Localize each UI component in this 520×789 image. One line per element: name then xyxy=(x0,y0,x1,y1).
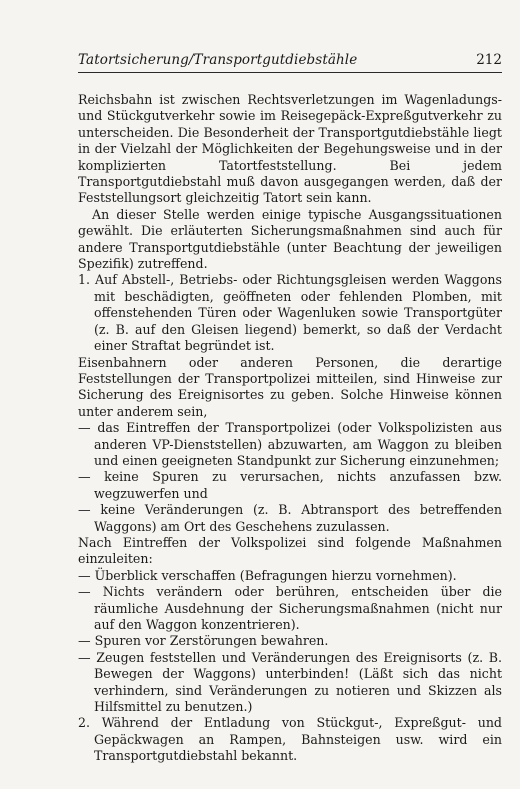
paragraph-4: Nach Eintreffen der Volkspolizei sind folgende Maßnahmen einzuleiten: xyxy=(78,534,502,567)
paragraph-2: An dieser Stelle werden einige typische Ausgangssituationen gewählt. Die erläuterten Sicherungsmaßnahmen sind auch für andere Transportgutdiebstähle (unter Beachtung der jeweiligen Spezifik) zutreffend. xyxy=(78,206,502,272)
page-number: 212 xyxy=(476,52,502,68)
dash-item-4: — Überblick verschaffen (Befragungen hierzu vornehmen). xyxy=(78,567,457,583)
numbered-item-1: 1. Auf Abstell-, Betriebs- oder Richtungsgleisen werden Waggons mit beschädigten, geöffneten oder fehlenden Plomben, mit offenstehenden Türen oder Wagenluken sowie Transportgüter (z. B. auf den Gleisen liegend) bemerkt, so daß der Verdacht einer Straftat begründet ist. xyxy=(78,272,502,354)
body-text xyxy=(78,92,502,765)
dash-item-5: — Nichts verändern oder berühren, entscheiden über die räumliche Ausdehnung der Sicherungsmaßnahmen (nicht nur auf den Waggon konzentrieren). xyxy=(78,584,502,632)
numbered-item-2: 2. Während der Entladung von Stückgut-, Expreßgut- und Gepäckwagen an Rampen, Bahnsteigen usw. wird ein Transportgutdiebstahl bekannt. xyxy=(78,715,502,764)
dash-item-2: — keine Spuren zu verursachen, nichts anzufassen bzw. wegzuwerfen und xyxy=(78,469,502,501)
paragraph-3: Eisenbahnern oder anderen Personen, die derartige Feststellungen der Transportpolizei mitteilen, sind Hinweise zur Sicherung des Ereignisortes zu geben. Solche Hinweise können unter anderem sein, xyxy=(78,354,502,419)
paragraph-1: Reichsbahn ist zwischen Rechtsverletzungen im Wagenladungs- und Stückgutverkehr sowie im Reisegepäck-Expreßgutverkehr zu unterscheiden. Die Besonderheit der Transportgutdiebstähle liegt in der Vielzahl der Möglichkeiten der Begehungsweise und in der komplizierten Tatortfeststellung. Bei jedem Transportgutdiebstahl muß davon ausgegangen werden, daß der Feststellungsort gleichzeitig Tatort sein kann. xyxy=(78,92,502,206)
page-header xyxy=(78,50,502,72)
dash-item-6: — Spuren vor Zerstörungen bewahren. xyxy=(78,633,329,649)
dash-item-1: — das Eintreffen der Transportpolizei (oder Volkspolizisten aus anderen VP-Dienststellen) abzuwarten, am Waggon zu bleiben und einen geeigneten Standpunkt zur Sicherung einzunehmen; xyxy=(78,420,502,468)
dash-item-3: — keine Veränderungen (z. B. Abtransport des betreffenden Waggons) am Ort des Geschehens zuzulassen. xyxy=(78,502,502,534)
dash-item-7: — Zeugen feststellen und Veränderungen des Ereignisorts (z. B. Bewegen der Waggons) unterbinden! (Läßt sich das nicht verhindern, sind Veränderungen zu notieren und Skizzen als Hilfsmittel zu benutzen.) xyxy=(78,649,502,715)
running-head: Tatortsicherung/Transportgutdiebstähle xyxy=(78,52,358,68)
header-rule xyxy=(78,72,502,73)
